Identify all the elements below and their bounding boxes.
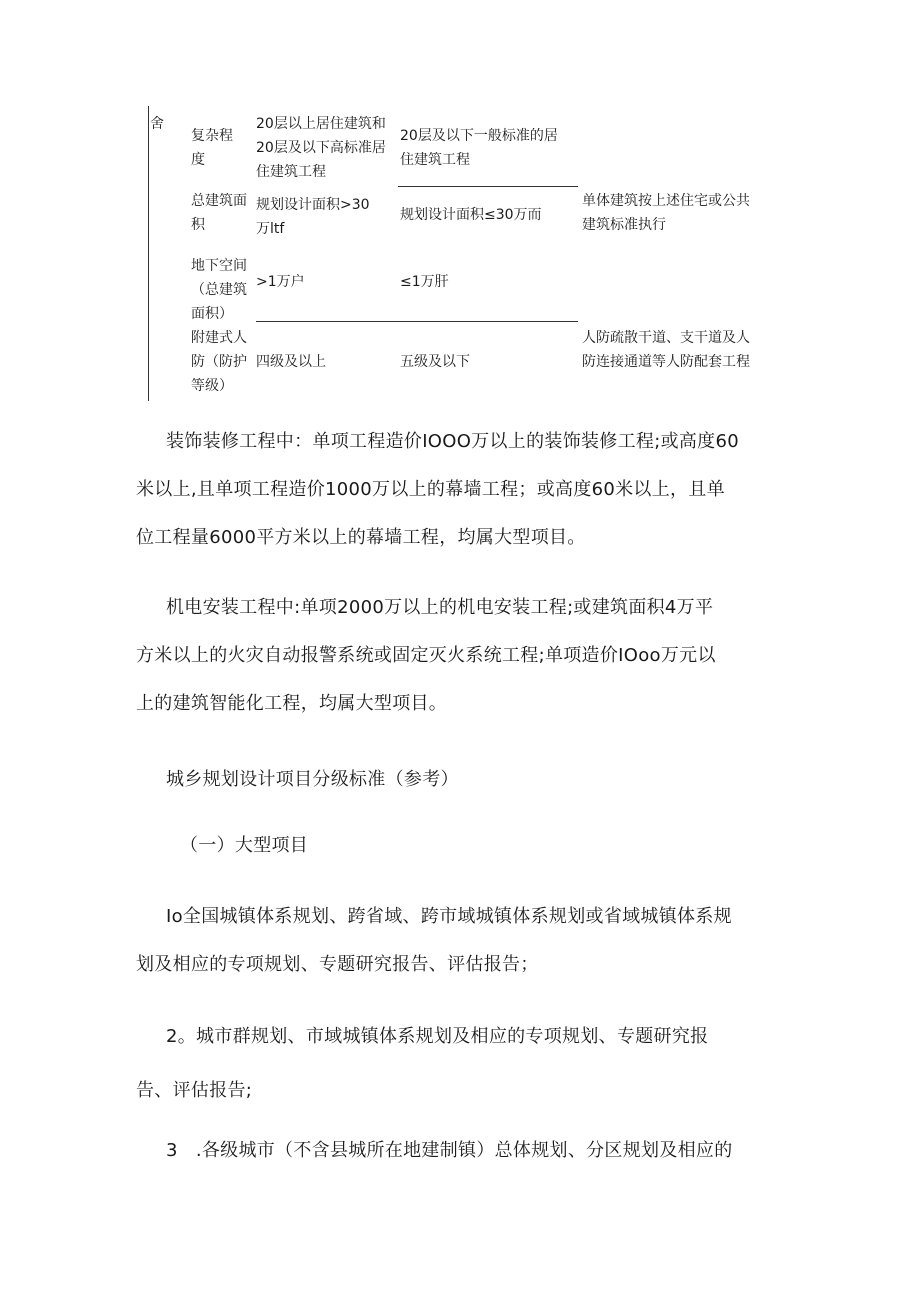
- row2-col-b: 规划设计面积≤30万而: [400, 207, 542, 223]
- list-item-1: Io全国城镇体系规划、跨省域、跨市域城镇体系规划或省域城镇体系规 划及相应的专项规划、专题研究报告、评估报告；: [136, 906, 732, 975]
- section-heading: 城乡规划设计项目分级标准（参考）: [166, 769, 459, 790]
- row3-col-a: >1万户: [256, 274, 305, 290]
- table-divider-1: [398, 186, 578, 187]
- section-subheading: （一）大型项目: [180, 835, 309, 856]
- row2-col-c: 单体建筑按上述住宅或公共 建筑标准执行: [582, 193, 750, 233]
- row4-col-b: 五级及以下: [400, 354, 470, 370]
- row4-header: 附建式人 防（防护 等级）: [191, 330, 247, 394]
- table-side-label: 舍: [150, 116, 164, 132]
- row1-header: 复杂程 度: [191, 128, 233, 168]
- row1-col-b: 20层及以下一般标准的居 住建筑工程: [400, 128, 558, 168]
- table-left-border: [148, 106, 149, 401]
- paragraph-decoration: 装饰装修工程中：单项工程造价IOOO万以上的装饰装修工程;或高度60 米以上,且单项工程造价1000万以上的幕墙工程；或高度60米以上，且单 位工程量6000平方米以上的幕墙工程，均属大型项目。: [136, 431, 739, 548]
- row3-header: 地下空间 （总建筑 面积）: [191, 258, 247, 322]
- table-divider-2: [256, 321, 578, 322]
- row3-col-b: ≤1万肝: [400, 274, 449, 290]
- row4-col-c: 人防疏散干道、支干道及人 防连接通道等人防配套工程: [582, 330, 750, 370]
- paragraph-mep: 机电安装工程中:单项2000万以上的机电安装工程;或建筑面积4万平 方米以上的火灾自动报警系统或固定灭火系统工程;单项造价IOoo万元以 上的建筑智能化工程，均属大型项目。: [136, 597, 716, 714]
- row4-col-a: 四级及以上: [256, 354, 326, 370]
- row1-col-a: 20层以上居住建筑和 20层及以下高标准居 住建筑工程: [256, 116, 386, 180]
- list-item-2: 2。城市群规划、市域城镇体系规划及相应的专项规划、专题研究报 告、评估报告;: [136, 1026, 709, 1101]
- row2-header: 总建筑面 积: [191, 193, 247, 233]
- list-item-3: 3 .各级城市（不含县城所在地建制镇）总体规划、分区规划及相应的: [166, 1140, 733, 1161]
- row2-col-a: 规划设计面积>30 万ltf: [256, 197, 370, 237]
